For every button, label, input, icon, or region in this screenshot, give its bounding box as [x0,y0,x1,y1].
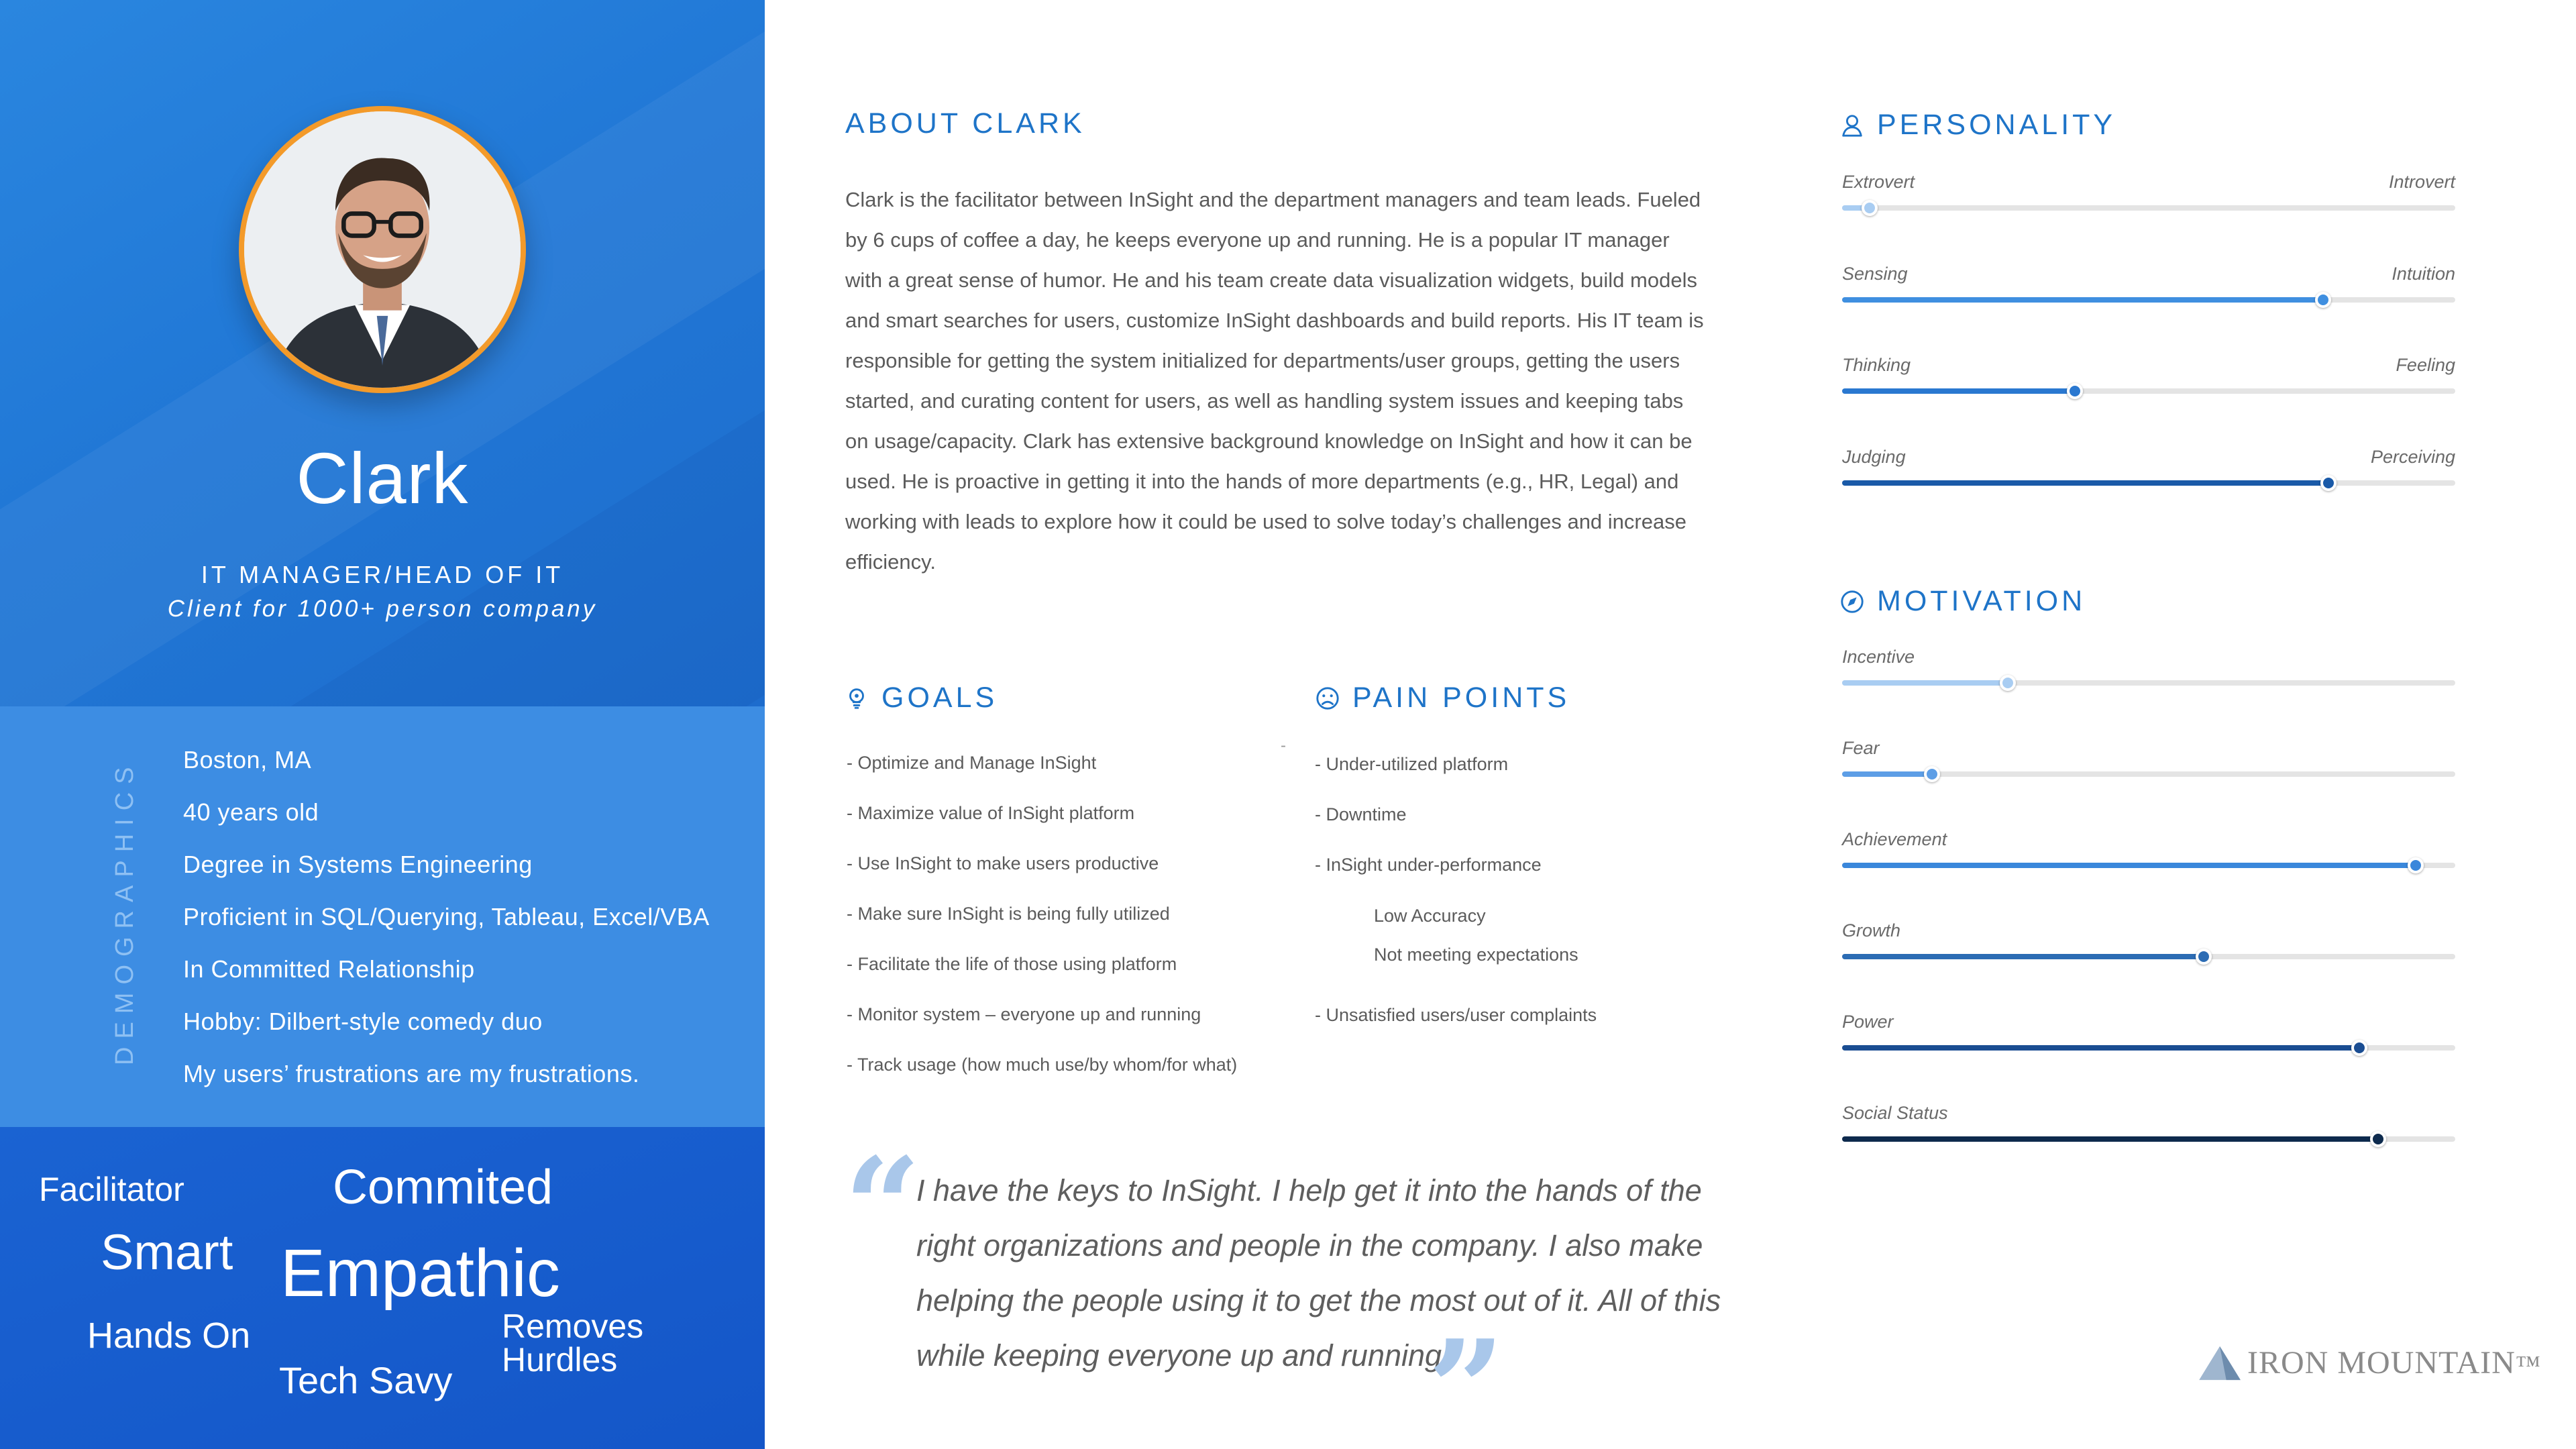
slider-track[interactable] [1842,480,2455,486]
trait-facilitator: Facilitator [39,1171,184,1208]
motivation-slider[interactable] [1842,920,2455,974]
slider-label-left: Achievement [1842,829,1947,849]
list-item: - Make sure InSight is being fully utilized [847,904,1170,924]
list-item: - Use InSight to make users productive [847,853,1159,873]
slider-label-right: Introvert [2388,172,2455,192]
slider-track[interactable] [1842,388,2455,394]
list-item: 40 years old [183,798,319,826]
trait-commited: Commited [333,1161,553,1214]
pain-points-sublist [1374,899,1578,977]
slider-handle[interactable] [2000,675,2016,691]
slider-label-right: Feeling [2396,355,2455,375]
slider-fill [1842,954,2204,959]
sad-face-icon [1315,686,1340,711]
about-title: ABOUT CLARK [845,107,1085,140]
personality-title: PERSONALITY [1839,109,2116,142]
slider-track[interactable] [1842,297,2455,303]
slider-handle[interactable] [1924,766,1940,782]
slider-handle[interactable] [2370,1131,2386,1147]
list-item: Hobby: Dilbert-style comedy duo [183,1008,543,1035]
iron-mountain-logo [2198,1344,2541,1381]
logo-wordmark: IRON MOUNTAIN™ [2247,1345,2542,1381]
list-item: - Track usage (how much use/by whom/for what) [847,1055,1238,1075]
list-item: - Facilitate the life of those using platform [847,954,1177,974]
slider-track[interactable] [1842,205,2455,211]
slider-handle[interactable] [2320,475,2337,491]
slider-label-left: Extrovert [1842,172,1915,192]
goals-title: GOALS [844,682,998,714]
compass-icon [1839,589,1865,614]
stray-dash: - [1281,737,1286,755]
slider-track[interactable] [1842,680,2455,686]
motivation-title: MOTIVATION [1839,585,2086,618]
personality-slider[interactable] [1842,355,2455,409]
list-item: - Downtime [1315,804,1407,824]
trait-tech-savy: Tech Savy [279,1359,453,1401]
list-item: Not meeting expectations [1374,945,1578,965]
motivation-slider[interactable] [1842,647,2455,700]
demographics-label: DEMOGRAPHICS [111,759,139,1065]
slider-label-left: Thinking [1842,355,1911,375]
persona-role: IT MANAGER/HEAD OF IT [201,561,564,588]
slider-fill [1842,297,2323,303]
slider-label-left: Fear [1842,738,1880,758]
quote-open-icon: “ [844,1128,922,1286]
avatar [239,106,526,393]
list-item: Boston, MA [183,746,312,773]
list-item: My users’ frustrations are my frustrations. [183,1060,640,1087]
demographics-list [183,743,710,1110]
slider-fill [1842,771,1932,777]
slider-fill [1842,388,2075,394]
list-item: - Under-utilized platform [1315,754,1509,774]
person-photo-icon [244,111,521,388]
lightbulb-icon [844,686,869,711]
slider-label-left: Sensing [1842,263,1908,284]
slider-label-left: Incentive [1842,647,1915,667]
slider-label-left: Power [1842,1012,1894,1032]
slider-handle[interactable] [1862,200,1878,216]
list-item: - Monitor system – everyone up and running [847,1004,1201,1024]
motivation-slider[interactable] [1842,1103,2455,1157]
person-icon [1839,113,1865,138]
trait-hands-on: Hands On [87,1316,251,1356]
slider-handle[interactable] [2408,857,2424,873]
persona-company: Client for 1000+ person company [167,596,598,622]
slider-fill [1842,863,2416,868]
slider-handle[interactable] [2351,1040,2367,1056]
persona-name: Clark [296,437,469,519]
slider-label-left: Growth [1842,920,1901,941]
slider-track[interactable] [1842,1136,2455,1142]
pain-points-title: PAIN POINTS [1315,682,1570,714]
mountain-icon [2198,1345,2243,1381]
slider-fill [1842,480,2328,486]
about-text: Clark is the facilitator between InSight and the department managers and team leads. Fueled by 6 cups of coffee a day, he keeps everyone up and running. He is a popular IT manager with a great sense of humor. He and his team create data visualization widgets, build models and smart searches for users, customize InSight dashboards and build reports. His IT team is responsible for getting the system initialized for departments/user groups, getting the users started, and curating content for users, as well as handling system issues and keeping tabs on usage/capacity. Clark has extensive background knowledge on InSight and how it can be used. He is proactive in getting it into the hands of more departments (e.g., HR, Legal) and working with leads to explore how it could be used to solve today’s challenges and increase efficiency. [845,188,1704,574]
trait-removes-hurdles: Removes Hurdles [502,1307,644,1379]
slider-handle[interactable] [2196,949,2212,965]
personality-slider[interactable] [1842,447,2455,500]
slider-fill [1842,1136,2378,1142]
profile-panel [0,0,765,1449]
list-item: Low Accuracy [1374,906,1486,926]
slider-track[interactable] [1842,1045,2455,1051]
list-item: Degree in Systems Engineering [183,851,533,878]
slider-label-right: Intuition [2392,263,2455,284]
list-item: In Committed Relationship [183,955,475,983]
trait-empathic: Empathic [280,1236,560,1311]
personality-slider[interactable] [1842,172,2455,225]
slider-label-left: Social Status [1842,1103,1948,1123]
persona-quote: I have the keys to InSight. I help get it into the hands of the right organizations and people in the company. I also make helping the people using it to get the most out of it. All of this while keeping everyone up and running. [916,1173,1721,1373]
goals-list [847,746,1237,1098]
motivation-slider[interactable] [1842,1012,2455,1065]
slider-track[interactable] [1842,771,2455,777]
trait-smart: Smart [101,1224,233,1280]
slider-label-right: Perceiving [2370,446,2455,467]
motivation-slider[interactable] [1842,738,2455,792]
pain-points-list [1315,747,1542,898]
list-item: - Unsatisfied users/user complaints [1315,1005,1597,1025]
slider-fill [1842,1045,2359,1051]
slider-track[interactable] [1842,954,2455,959]
slider-track[interactable] [1842,863,2455,868]
slider-handle[interactable] [2067,383,2083,399]
slider-label-left: Judging [1842,446,1906,467]
slider-fill [1842,680,2008,686]
list-item: Proficient in SQL/Querying, Tableau, Excel/VBA [183,903,710,930]
list-item: - Maximize value of InSight platform [847,803,1135,823]
slider-handle[interactable] [2315,292,2331,308]
quote-close-icon: ” [1428,1311,1505,1449]
motivation-slider[interactable] [1842,829,2455,883]
list-item: - Optimize and Manage InSight [847,753,1097,773]
list-item: - InSight under-performance [1315,855,1542,875]
personality-slider[interactable] [1842,264,2455,317]
